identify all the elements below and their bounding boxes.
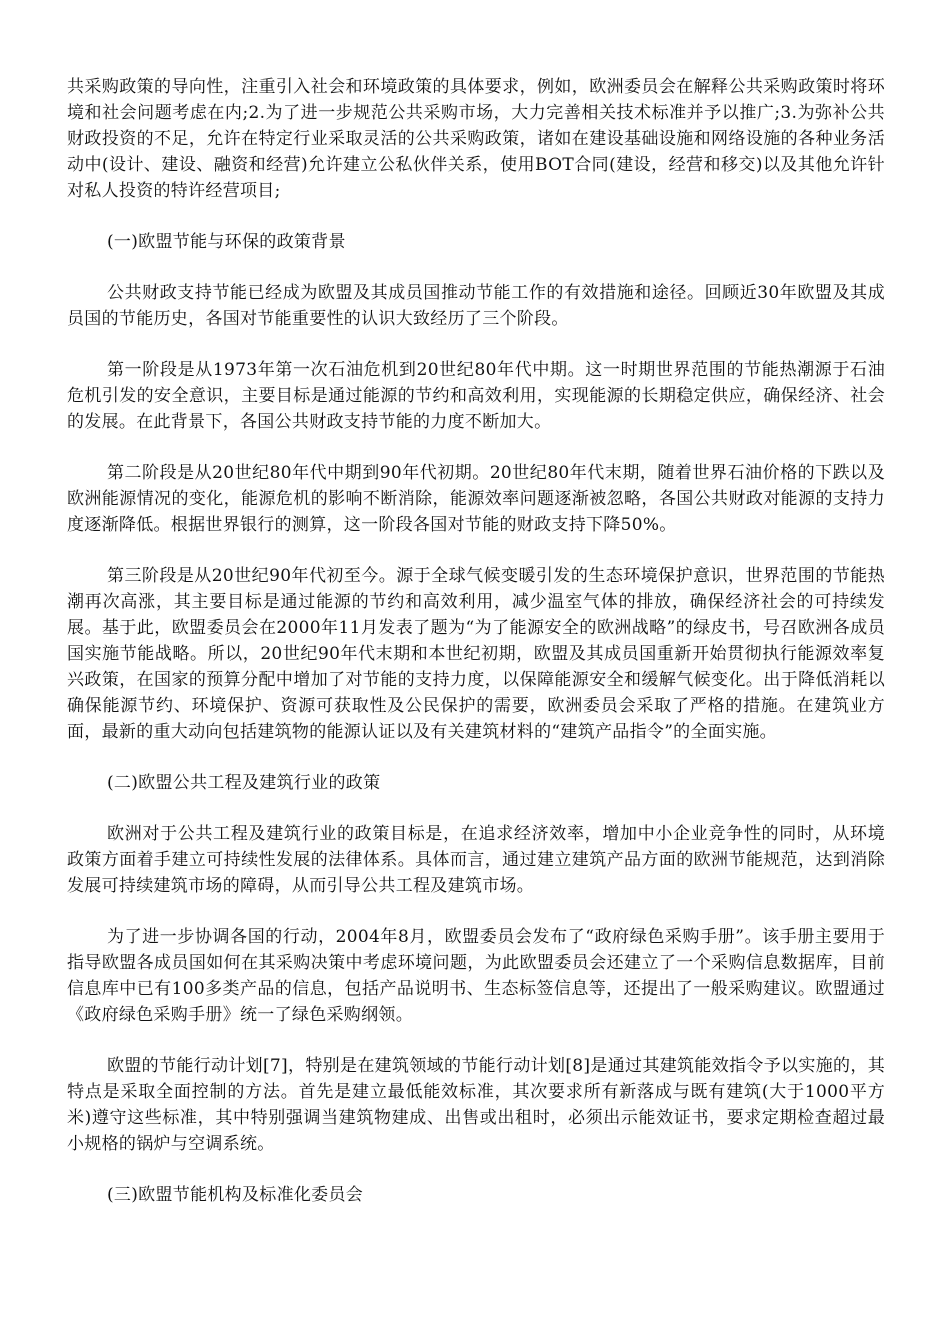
paragraph-continuation: 共采购政策的导向性，注重引入社会和环境政策的具体要求，例如，欧洲委员会在解释公共采购政策时将环境和社会问题考虑在内;2.为了进一步规范公共采购市场，大力完善相关技术标准并予以推广;3.为弥补公共财政投资的不足，允许在特定行业采取灵活的公共采购政策，诸如在建设基础设施和网络设施的各种业务活动中(设计、建设、融资和经营)允许建立公私伙伴关系，使用BOT合同(建设，经营和移交)以及其他允许针对私人投资的特许经营项目; [67,77,885,201]
section-heading-2: (二)欧盟公共工程及建筑行业的政策 [107,773,381,793]
section-heading-3: (三)欧盟节能机构及标准化委员会 [107,1185,364,1205]
paragraph: 为了进一步协调各国的行动，2004年8月，欧盟委员会发布了“政府绿色采购手册”。该手册主要用于指导欧盟各成员国如何在其采购决策中考虑环境问题，为此欧盟委员会还建立了一个采购信息数据库，目前信息库中已有100多类产品的信息，包括产品说明书、生态标签信息等，还提出了一般采购建议。欧盟通过《政府绿色采购手册》统一了绿色采购纲领。 [67,927,885,1025]
paragraph: 公共财政支持节能已经成为欧盟及其成员国推动节能工作的有效措施和途径。回顾近30年欧盟及其成员国的节能历史，各国对节能重要性的认识大致经历了三个阶段。 [67,283,885,329]
paragraph: 欧盟的节能行动计划[7]，特别是在建筑领域的节能行动计划[8]是通过其建筑能效指令予以实施的，其特点是采取全面控制的方法。首先是建立最低能效标准，其次要求所有新落成与既有建筑(大于1000平方米)遵守这些标准，其中特别强调当建筑物建成、出售或出租时，必须出示能效证书，要求定期检查超过最小规格的锅炉与空调系统。 [67,1056,885,1154]
paragraph: 第二阶段是从20世纪80年代中期到90年代初期。20世纪80年代末期，随着世界石油价格的下跌以及欧洲能源情况的变化，能源危机的影响不断消除，能源效率问题逐渐被忽略，各国公共财政对能源的支持力度逐渐降低。根据世界银行的测算，这一阶段各国对节能的财政支持下降50%。 [67,463,885,535]
paragraph: 第三阶段是从20世纪90年代初至今。源于全球气候变暖引发的生态环境保护意识，世界范围的节能热潮再次高涨，其主要目标是通过能源的节约和高效利用，减少温室气体的排放，确保经济社会的可持续发展。基于此，欧盟委员会在2000年11月发表了题为“为了能源安全的欧洲战略”的绿皮书，号召欧洲各成员国实施节能战略。所以，20世纪90年代末期和本世纪初期，欧盟及其成员国重新开始贯彻执行能源效率复兴政策，在国家的预算分配中增加了对节能的支持力度，以保障能源安全和缓解气候变化。出于降低消耗以确保能源节约、环境保护、资源可获取性及公民保护的需要，欧洲委员会采取了严格的措施。在建筑业方面，最新的重大动向包括建筑物的能源认证以及有关建筑材料的“建筑产品指令”的全面实施。 [67,566,885,742]
paragraph: 第一阶段是从1973年第一次石油危机到20世纪80年代中期。这一时期世界范围的节能热潮源于石油危机引发的安全意识，主要目标是通过能源的节约和高效利用，实现能源的长期稳定供应，确保经济、社会的发展。在此背景下，各国公共财政支持节能的力度不断加大。 [67,360,885,432]
section-heading-1: (一)欧盟节能与环保的政策背景 [107,232,346,252]
paragraph: 欧洲对于公共工程及建筑行业的政策目标是，在追求经济效率，增加中小企业竞争性的同时，从环境政策方面着手建立可持续性发展的法律体系。具体而言，通过建立建筑产品方面的欧洲节能规范，达到消除发展可持续建筑市场的障碍，从而引导公共工程及建筑市场。 [67,824,885,896]
document-body [67,74,885,1208]
